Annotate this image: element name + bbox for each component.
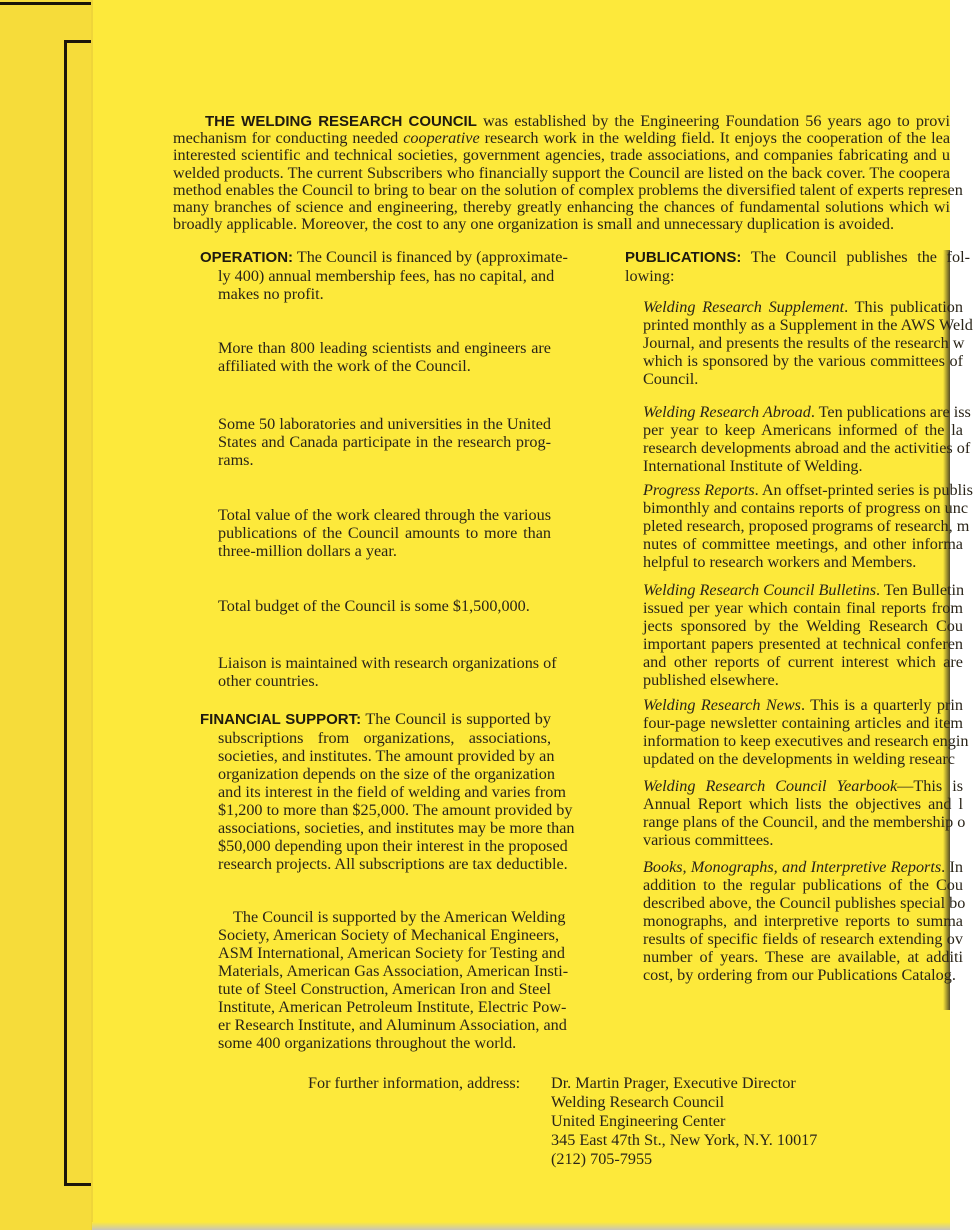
line-text: —This is [897,777,964,795]
left-bracket-rule [64,40,92,1186]
publication-title: Welding Research Council Yearbook [643,777,898,795]
text-line [173,165,950,182]
text-line [218,524,551,542]
text-line [643,457,963,475]
text-line [218,451,551,469]
line-text: other countries. [218,672,319,690]
address-line: (212) 705-7955 [551,1150,653,1168]
line-text: tute of Steel Construction, American Iron and Steel [218,980,551,998]
line-text: four-page newsletter containing articles and item [643,714,963,732]
line-text: and its interest in the field of welding and varies from [218,783,566,801]
text-line [173,216,950,233]
publication-entry [625,248,970,285]
text-line [643,912,963,930]
text-line [643,876,963,894]
line-text: range plans of the Council, and the membership o [643,813,966,831]
text-line [173,199,950,216]
line-text: research work in the welding field. It enjoys the cooperation of the lea [479,129,951,148]
text-line [643,316,973,334]
text-line [218,729,551,747]
text-line [643,732,969,750]
text-line [643,714,963,732]
text-line [218,597,551,615]
line-text: The Council is supported by the American Welding [233,908,566,926]
text-line [218,267,555,285]
line-text: research projects. All subscriptions are tax deductible. [218,855,568,873]
publication-title: Books, Monographs, and Interpretive Reports [643,858,942,876]
text-line [643,403,971,421]
text-line [643,653,963,671]
line-text: lowing: [625,267,675,285]
text-line [218,962,569,980]
text-line [625,267,970,285]
line-text: Institute, American Petroleum Institute, Electric Pow- [218,998,567,1016]
text-line [218,357,551,375]
text-line [643,750,963,768]
text-line [233,908,566,926]
text-line [218,765,555,783]
line-text: subscriptions from organizations, associations, [218,729,551,747]
publication-title: Welding Research Supplement [643,298,845,316]
line-text: . This is a quarterly prin [800,696,963,714]
address-line: 345 East 47th St., New York, N.Y. 10017 [551,1131,818,1149]
text-line [218,980,551,998]
line-text: published elsewhere. [643,671,779,689]
line-text: $1,200 to more than $25,000. The amount provided by [218,801,573,819]
publication-entry [643,696,969,768]
address-line: Welding Research Council [551,1093,725,1111]
publication-title: Welding Research Abroad [643,403,811,421]
line-text: nutes of committee meetings, and other informa [643,535,963,553]
left-paragraph [218,654,557,690]
text-line [643,635,963,653]
line-text: makes no profit. [218,285,324,303]
line-text: research developments abroad and the activities of [643,439,971,457]
line-text: helpful to research workers and Members. [643,553,917,571]
line-text: various committees. [643,831,774,849]
text-line [643,966,963,984]
text-line [218,819,575,837]
text-line [218,998,567,1016]
line-text: and other reports of current interest which are [643,653,963,671]
text-line [218,433,551,451]
line-text: method enables the Council to bring to bear on the solution of complex problems the diversified talent of experts represen [173,180,963,199]
line-text: three-million dollars a year. [218,542,397,560]
line-text: monographs, and interpretive reports to summa [643,912,963,930]
publication-title: Welding Research Council Bulletins [643,581,877,599]
line-text: er Research Institute, and Aluminum Association, and [218,1016,567,1034]
italic-term: cooperative [403,129,480,148]
publication-entry [643,403,971,475]
line-text: Journal, and presents the results of the research w [643,334,965,352]
text-line [643,858,963,876]
text-line [200,710,551,729]
text-line [643,517,970,535]
text-line [218,801,573,819]
line-text: mechanism for conducting needed [173,129,404,148]
line-text: cost, by ordering from our Publications Catalog. [643,966,956,984]
line-text: . Ten publications are iss [810,403,971,421]
text-line [218,542,551,560]
line-text: The Council is financed by (approximate- [293,248,568,266]
line-text: updated on the developments in welding researc [643,750,955,768]
text-line [218,654,557,672]
page-bottom-edge [92,1222,950,1230]
text-line [218,672,551,690]
text-line [643,617,963,635]
line-text: interested scientific and technical societies, government agencies, trade associations, and companies fabricating and u [173,146,950,165]
text-line [643,948,963,966]
text-line [218,285,551,303]
left-paragraph [218,506,551,560]
line-text: . Ten Bulletin [876,581,965,599]
text-line [218,339,551,357]
line-text: Liaison is maintained with research organizations of [218,654,557,672]
line-text: associations, societies, and institutes may be more than [218,819,575,837]
line-text: bimonthly and contains reports of progress on unc [643,499,969,517]
text-line [643,499,969,517]
left-paragraph [200,248,568,303]
text-line [218,855,568,873]
left-paragraph [218,597,551,615]
left-paragraph [200,710,575,873]
line-text: addition to the regular publications of the Cou [643,876,963,894]
line-text: More than 800 leading scientists and engineers are [218,339,551,357]
left-paragraph [218,339,551,375]
line-text: pleted research, proposed programs of research, m [643,517,970,535]
text-line [643,421,963,439]
line-text: publications of the Council amounts to more than [218,524,551,542]
line-text: welded products. The current Subscribers who financially support the Council are listed on the back cover. The coopera [173,163,950,182]
publication-entry [643,298,973,388]
text-line [643,599,963,617]
line-text: printed monthly as a Supplement in the AWS Weld [643,316,973,334]
line-text: The Council is supported by [361,710,551,728]
left-paragraph [218,415,551,469]
line-text: results of specific fields of research extending ov [643,930,963,948]
section-heading: PUBLICATIONS: [625,249,742,266]
line-text: ly 400) annual membership fees, has no capital, and [218,267,555,285]
address-label: For further information, address: [308,1074,521,1092]
publication-entry [643,777,966,849]
line-text: per year to keep Americans informed of the la [643,421,963,439]
top-rule [0,2,92,5]
address-line: United Engineering Center [551,1112,726,1130]
line-text: International Institute of Welding. [643,457,863,475]
line-text: broadly applicable. Moreover, the cost to any one organization is small and unnecessary duplication is avoided. [173,215,894,234]
line-text: . This publication [844,298,963,316]
section-heading: OPERATION: [200,249,294,266]
page-fold [91,0,93,1230]
text-line [643,581,963,599]
text-line [643,795,963,813]
text-line [643,439,971,457]
publication-title: Progress Reports [643,481,755,499]
line-text: jects sponsored by the Welding Research Cou [643,617,963,635]
line-text: The Council publishes the fol- [741,248,970,266]
text-line [643,930,963,948]
address-line: Dr. Martin Prager, Executive Director [551,1074,796,1092]
text-line [643,696,963,714]
publication-entry [643,581,963,689]
line-text: many branches of science and engineering, thereby greatly enhancing the chances of fundamental solutions which wi [173,198,950,217]
line-text: ASM International, American Society for Testing and [218,944,565,962]
text-line [643,298,963,316]
text-line [218,747,555,765]
line-text: Total value of the work cleared through the various [218,506,551,524]
line-text: number of years. These are available, at additi [643,948,963,966]
text-line [218,1016,567,1034]
line-text: . An offset-printed series is publis [754,481,973,499]
line-text: Materials, American Gas Association, American Insti- [218,962,569,980]
line-text: Some 50 laboratories and universities in the United [218,415,551,433]
text-line [218,926,560,944]
text-line [643,831,963,849]
text-line [218,944,565,962]
section-heading: THE WELDING RESEARCH COUNCIL [205,113,477,130]
line-text: States and Canada participate in the research prog- [218,433,551,451]
text-line [643,894,966,912]
line-text: $50,000 depending upon their interest in the proposed [218,837,568,855]
text-line [173,180,963,199]
left-paragraph [218,908,569,1052]
line-text: important papers presented at technical conferen [643,635,963,653]
line-text: issued per year which contain final reports from [643,599,963,617]
text-line [173,147,950,164]
line-text: Total budget of the Council is some $1,500,000. [218,597,530,615]
line-text: . In [941,858,963,876]
line-text: organization depends on the size of the organization [218,765,555,783]
text-line [173,130,950,147]
intro-paragraph [173,112,963,234]
address-block [551,1074,817,1169]
section-heading: FINANCIAL SUPPORT: [200,711,362,728]
text-line [643,334,963,352]
line-text: Annual Report which lists the objectives and l [643,795,963,813]
text-line [218,837,568,855]
text-line [218,1034,551,1052]
text-line [643,671,963,689]
text-line [200,248,568,267]
text-line [643,813,966,831]
line-text: Society, American Society of Mechanical Engineers, [218,926,560,944]
text-line [218,415,551,433]
text-line [643,553,963,571]
line-text: some 400 organizations throughout the world. [218,1034,517,1052]
line-text: was established by the Engineering Foundation 56 years ago to provi [476,112,950,130]
line-text: societies, and institutes. The amount provided by an [218,747,555,765]
text-line [218,783,566,801]
line-text: described above, the Council publishes special bo [643,894,966,912]
text-line [643,352,963,370]
line-text: rams. [218,451,254,469]
line-text: affiliated with the work of the Council. [218,357,471,375]
text-line [643,370,963,388]
text-line [643,481,973,499]
line-text: Council. [643,370,699,388]
publication-entry [643,481,973,571]
line-text: which is sponsored by the various committees of [643,352,963,370]
text-line [625,248,970,267]
text-line [218,506,551,524]
line-text: information to keep executives and research engin [643,732,969,750]
publication-title: Welding Research News [643,696,801,714]
text-line [205,113,950,130]
text-line [643,777,963,795]
text-line [643,535,963,553]
publication-entry [643,858,966,984]
